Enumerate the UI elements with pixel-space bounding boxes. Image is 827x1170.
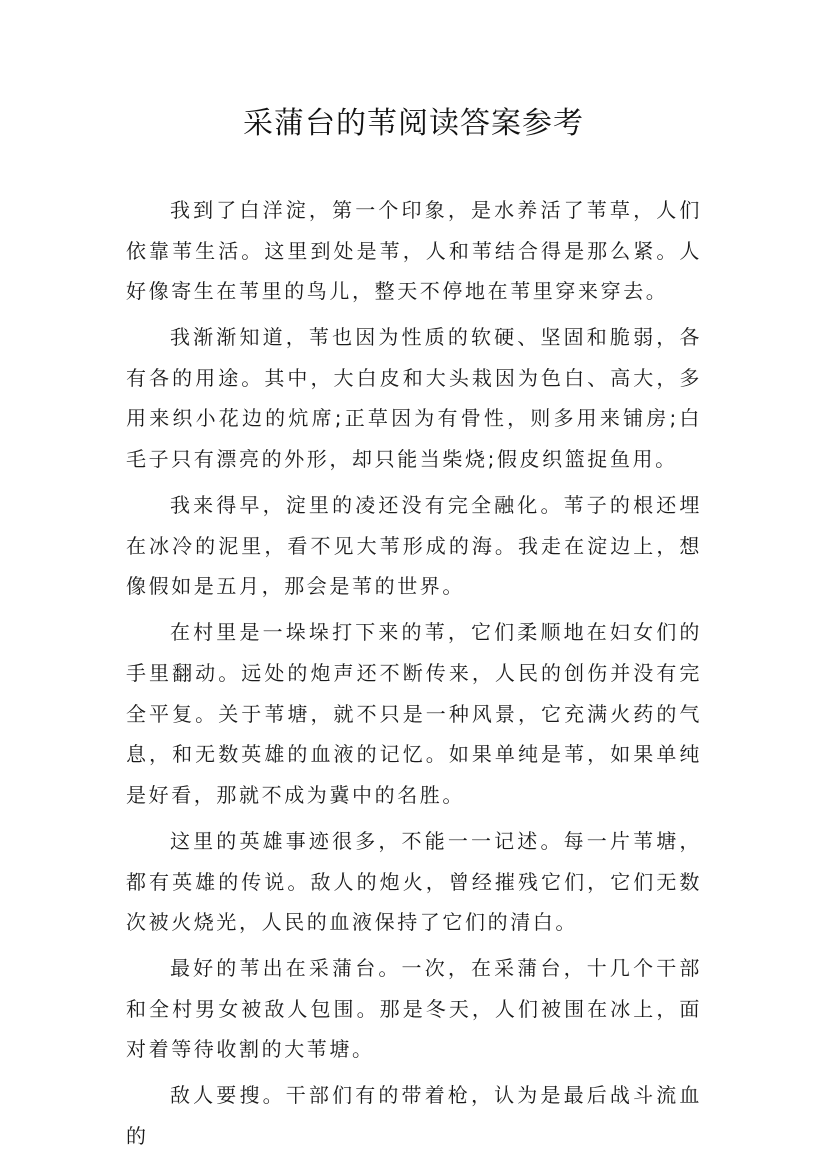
document-body [126, 190, 702, 1162]
document-title: 采蒲台的苇阅读答案参考 [243, 106, 584, 141]
paragraph: 这里的英雄事迹很多，不能一一记述。每一片苇塘，都有英雄的传说。敌人的炮火，曾经摧残它们，它们无数次被火烧光，人民的血液保持了它们的清白。 [126, 828, 702, 935]
paragraph: 我渐渐知道，苇也因为性质的软硬、坚固和脆弱，各有各的用途。其中，大白皮和大头栽因为色白、高大，多用来织小花边的炕席;正草因为有骨性，则多用来铺房;白毛子只有漂亮的外形，却只能当柴烧;假皮织篮捉鱼用。 [126, 325, 702, 472]
paragraph: 敌人要搜。干部们有的带着枪，认为是最后战斗流血的 [126, 1083, 702, 1149]
paragraph: 在村里是一垛垛打下来的苇，它们柔顺地在妇女们的手里翻动。远处的炮声还不断传来，人民的创伤并没有完全平复。关于苇塘，就不只是一种风景，它充满火药的气息，和无数英雄的血液的记忆。如果单纯是苇，如果单纯是好看，那就不成为冀中的名胜。 [126, 620, 702, 807]
paragraph: 我来得早，淀里的凌还没有完全融化。苇子的根还埋在冰冷的泥里，看不见大苇形成的海。我走在淀边上，想像假如是五月，那会是苇的世界。 [126, 493, 702, 599]
paragraph: 最好的苇出在采蒲台。一次，在采蒲台，十几个干部和全村男女被敌人包围。那是冬天，人们被围在冰上，面对着等待收割的大苇塘。 [126, 956, 702, 1062]
paragraph: 我到了白洋淀，第一个印象，是水养活了苇草，人们依靠苇生活。这里到处是苇，人和苇结合得是那么紧。人好像寄生在苇里的鸟儿，整天不停地在苇里穿来穿去。 [126, 198, 702, 304]
